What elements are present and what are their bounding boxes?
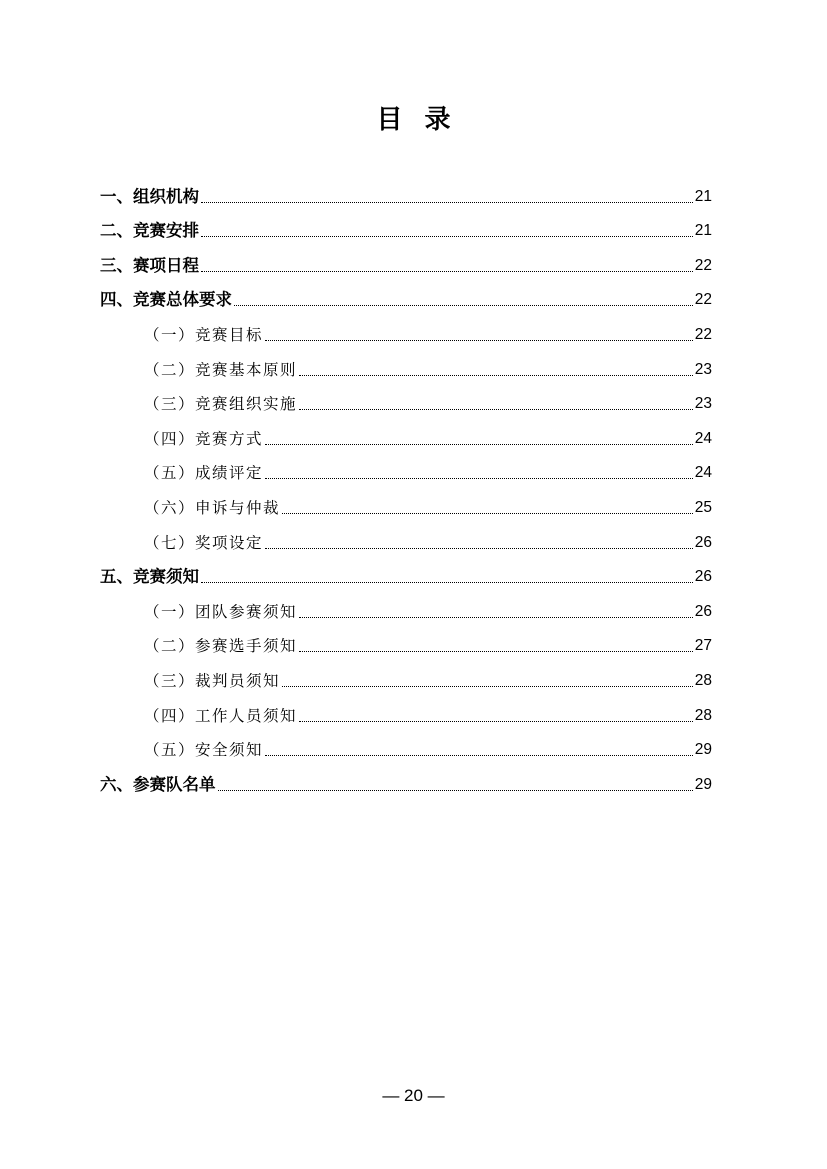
toc-entry[interactable] [100,522,712,557]
toc-entry-title: （四）工作人员须知 [144,706,298,725]
toc-entry[interactable] [100,384,712,419]
toc-entry-page: 29 [694,775,712,793]
page-number: — 20 — [382,1086,445,1105]
toc-entry[interactable] [100,695,712,730]
toc-dot-leader [299,409,693,410]
table-of-contents [100,176,712,799]
toc-entry-title: （五）安全须知 [144,741,264,760]
toc-entry-page: 28 [694,706,712,724]
toc-entry-page: 21 [694,222,712,240]
toc-dot-leader [234,305,693,306]
toc-entry-title: （二）参赛选手须知 [144,637,298,656]
toc-entry[interactable] [100,730,712,765]
toc-dot-leader [299,721,693,722]
toc-entry-title: （六）申诉与仲裁 [144,498,281,517]
toc-entry-title: 五、竞赛须知 [100,567,199,587]
toc-dot-leader [265,340,693,341]
toc-entry-title: （三）裁判员须知 [144,671,281,690]
toc-entry-page: 22 [694,256,712,274]
toc-entry-title: 四、竞赛总体要求 [100,290,232,310]
toc-entry[interactable] [100,764,712,799]
toc-entry-page: 25 [694,498,712,516]
toc-dot-leader [265,444,693,445]
toc-dot-leader [201,582,693,583]
toc-entry-page: 29 [694,741,712,759]
toc-entry[interactable] [100,418,712,453]
toc-dot-leader [201,271,693,272]
toc-entry[interactable] [100,453,712,488]
toc-entry-title: 一、组织机构 [100,186,199,206]
toc-dot-leader [299,617,693,618]
toc-entry-page: 26 [694,533,712,551]
toc-dot-leader [265,478,693,479]
toc-dot-leader [299,375,693,376]
toc-entry-page: 26 [694,568,712,586]
toc-entry-page: 22 [694,325,712,343]
toc-entry-page: 28 [694,671,712,689]
toc-dot-leader [265,755,693,756]
toc-entry[interactable] [100,176,712,211]
toc-entry[interactable] [100,557,712,592]
toc-entry-page: 23 [694,360,712,378]
toc-entry-page: 26 [694,602,712,620]
toc-entry-page: 23 [694,395,712,413]
toc-entry-title: 六、参赛队名单 [100,774,216,794]
toc-entry-page: 21 [694,187,712,205]
page-title: 目录 [376,105,473,135]
toc-entry-title: 二、竞赛安排 [100,221,199,241]
toc-entry-title: （一）团队参赛须知 [144,602,298,621]
toc-entry-page: 24 [694,429,712,447]
toc-entry[interactable] [100,487,712,522]
toc-entry[interactable] [100,314,712,349]
toc-entry-title: 三、赛项日程 [100,255,199,275]
toc-entry[interactable] [100,626,712,661]
toc-entry-title: （三）竞赛组织实施 [144,395,298,414]
toc-dot-leader [201,202,693,203]
toc-dot-leader [218,790,693,791]
toc-entry-page: 27 [694,637,712,655]
toc-entry-page: 22 [694,291,712,309]
toc-entry-title: （七）奖项设定 [144,533,264,552]
toc-entry-page: 24 [694,464,712,482]
toc-dot-leader [201,236,693,237]
toc-entry-title: （五）成绩评定 [144,464,264,483]
toc-dot-leader [265,548,693,549]
toc-entry[interactable] [100,245,712,280]
toc-dot-leader [282,686,693,687]
toc-dot-leader [299,651,693,652]
toc-entry[interactable] [100,591,712,626]
toc-dot-leader [282,513,693,514]
toc-entry[interactable] [100,660,712,695]
toc-entry-title: （二）竞赛基本原则 [144,360,298,379]
toc-entry-title: （四）竞赛方式 [144,429,264,448]
toc-entry-title: （一）竞赛目标 [144,325,264,344]
toc-entry[interactable] [100,349,712,384]
toc-entry[interactable] [100,280,712,315]
toc-entry[interactable] [100,211,712,246]
